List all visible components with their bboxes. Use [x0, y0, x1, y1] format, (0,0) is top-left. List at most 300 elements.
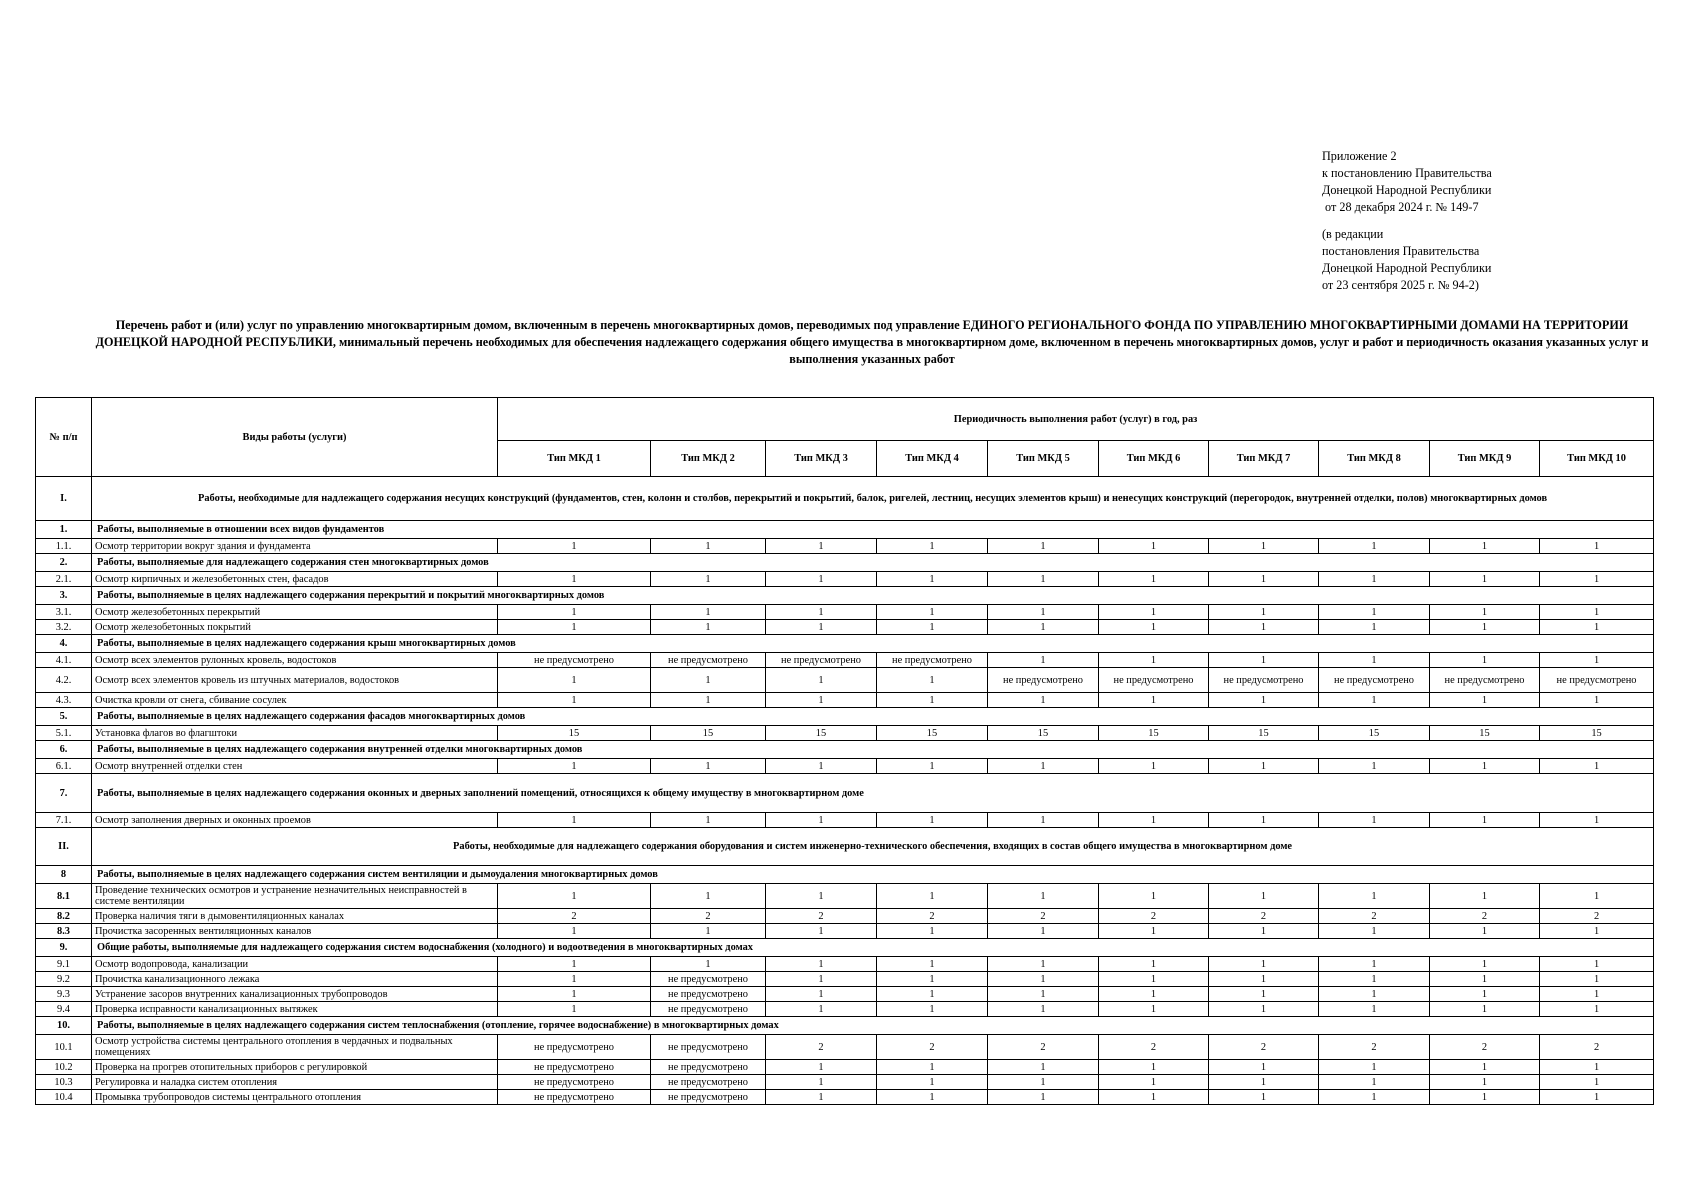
periodicity-cell: 1 [651, 693, 766, 708]
periodicity-cell: 1 [766, 572, 877, 587]
periodicity-cell: 1 [498, 884, 651, 909]
periodicity-cell: 1 [1319, 620, 1430, 635]
periodicity-cell: 1 [1430, 620, 1540, 635]
periodicity-cell: не предусмотрено [651, 972, 766, 987]
periodicity-cell: 1 [1540, 605, 1654, 620]
periodicity-cell: 1 [1430, 539, 1540, 554]
periodicity-cell: 1 [651, 884, 766, 909]
periodicity-cell: 1 [766, 924, 877, 939]
periodicity-cell: 1 [1319, 539, 1430, 554]
section-row [36, 554, 1654, 572]
periodicity-cell: 1 [1430, 605, 1540, 620]
periodicity-cell: 1 [988, 605, 1099, 620]
periodicity-cell: 1 [1319, 693, 1430, 708]
periodicity-cell: 1 [651, 924, 766, 939]
periodicity-cell: 1 [766, 1090, 877, 1105]
table-row [36, 653, 1654, 668]
periodicity-cell: 1 [1099, 693, 1209, 708]
edition-line: (в редакции [1322, 227, 1384, 241]
periodicity-cell: 1 [498, 605, 651, 620]
item-name: Осмотр железобетонных покрытий [92, 620, 498, 635]
periodicity-cell: 1 [766, 813, 877, 828]
periodicity-cell: 1 [988, 693, 1099, 708]
periodicity-cell: 1 [988, 924, 1099, 939]
periodicity-cell: 15 [766, 726, 877, 741]
periodicity-cell: 15 [498, 726, 651, 741]
column-header-type: Тип МКД 3 [766, 441, 877, 477]
periodicity-cell: 1 [1430, 1090, 1540, 1105]
periodicity-cell: 1 [988, 1090, 1099, 1105]
periodicity-cell: 1 [877, 1075, 988, 1090]
section-number: 8 [36, 866, 92, 884]
periodicity-cell: 1 [877, 620, 988, 635]
table-body [36, 477, 1654, 1105]
periodicity-cell: 1 [498, 987, 651, 1002]
periodicity-cell: 1 [1540, 572, 1654, 587]
periodicity-cell: 2 [1430, 1035, 1540, 1060]
periodicity-cell: 1 [498, 539, 651, 554]
periodicity-cell: 1 [766, 972, 877, 987]
section-number: 7. [36, 774, 92, 813]
periodicity-cell: 1 [1319, 1060, 1430, 1075]
item-number: 6.1. [36, 759, 92, 774]
section-row [36, 708, 1654, 726]
periodicity-cell: 1 [1099, 972, 1209, 987]
periodicity-cell: 15 [1209, 726, 1319, 741]
periodicity-cell: 15 [988, 726, 1099, 741]
periodicity-cell: не предусмотрено [651, 1075, 766, 1090]
section-number: 1. [36, 521, 92, 539]
periodicity-cell: 1 [1540, 924, 1654, 939]
periodicity-cell: не предусмотрено [498, 1035, 651, 1060]
periodicity-cell: 1 [1430, 1002, 1540, 1017]
works-table [35, 397, 1654, 1105]
periodicity-cell: 1 [498, 668, 651, 693]
part-title: Работы, необходимые для надлежащего содержания оборудования и систем инженерно-технического обеспечения, входящих в состав общего имущества в многоквартирном доме [92, 828, 1654, 866]
item-number: 10.3 [36, 1075, 92, 1090]
periodicity-cell: 1 [988, 957, 1099, 972]
periodicity-cell: 1 [1099, 957, 1209, 972]
item-name: Установка флагов во флагштоки [92, 726, 498, 741]
periodicity-cell: не предусмотрено [1099, 668, 1209, 693]
periodicity-cell: не предусмотрено [498, 1060, 651, 1075]
periodicity-cell: 1 [877, 693, 988, 708]
periodicity-cell: 1 [1430, 957, 1540, 972]
section-number: 5. [36, 708, 92, 726]
periodicity-cell: 1 [1430, 813, 1540, 828]
part-title: Работы, необходимые для надлежащего содержания несущих конструкций (фундаментов, стен, колонн и столбов, перекрытий и покрытий, балок, ригелей, лестниц, несущих элементов крыш) и ненесущих конструкций (перегородок, внутренней отделки, полов) многоквартирных домов [92, 477, 1654, 521]
table-row [36, 813, 1654, 828]
item-number: 3.1. [36, 605, 92, 620]
periodicity-cell: 1 [766, 1075, 877, 1090]
periodicity-cell: 1 [1540, 620, 1654, 635]
edition-line: постановления Правительства [1322, 244, 1480, 258]
item-number: 8.1 [36, 884, 92, 909]
table-row [36, 539, 1654, 554]
periodicity-cell: 1 [1209, 693, 1319, 708]
periodicity-cell: 1 [1099, 572, 1209, 587]
section-row [36, 587, 1654, 605]
periodicity-cell: 1 [1099, 1075, 1209, 1090]
periodicity-cell: 1 [1319, 572, 1430, 587]
periodicity-cell: 1 [988, 1075, 1099, 1090]
item-name: Осмотр кирпичных и железобетонных стен, фасадов [92, 572, 498, 587]
table-row [36, 693, 1654, 708]
table-row [36, 1035, 1654, 1060]
table-row [36, 884, 1654, 909]
item-number: 9.3 [36, 987, 92, 1002]
item-number: 8.2 [36, 909, 92, 924]
periodicity-cell: не предусмотрено [498, 1090, 651, 1105]
periodicity-cell: 2 [1209, 1035, 1319, 1060]
periodicity-cell: 1 [766, 987, 877, 1002]
periodicity-cell: 1 [877, 957, 988, 972]
periodicity-cell: 1 [1209, 972, 1319, 987]
periodicity-cell: 1 [877, 605, 988, 620]
periodicity-cell: 1 [877, 759, 988, 774]
column-header-number: № п/п [36, 398, 92, 477]
column-header-type: Тип МКД 4 [877, 441, 988, 477]
appendix-line: Приложение 2 [1322, 149, 1397, 163]
column-header-type: Тип МКД 7 [1209, 441, 1319, 477]
part-row [36, 477, 1654, 521]
item-name: Проверка наличия тяги в дымовентиляционных каналах [92, 909, 498, 924]
document-title: Перечень работ и (или) услуг по управлению многоквартирным домом, включенным в перечень многоквартирных домов, переводимых под управление ЕДИНОГО РЕГИОНАЛЬНОГО ФОНДА ПО УПРАВЛЕНИЮ МНОГОКВАРТИРНЫМИ ДОМАМИ НА ТЕРРИТОРИИ ДОНЕЦКОЙ НАРОДНОЙ РЕСПУБЛИКИ, минимальный перечень необходимых для обеспечения надлежащего содержания общего имущества в многоквартирном доме, включенном в перечень многоквартирных домов, услуг и работ и периодичность оказания указанных услуг и выполнения указанных работ [95, 318, 1649, 366]
section-title: Общие работы, выполняемые для надлежащего содержания систем водоснабжения (холодного) и водоотведения в многоквартирных домах [92, 939, 1654, 957]
periodicity-cell: 1 [651, 813, 766, 828]
periodicity-cell: не предусмотрено [651, 1002, 766, 1017]
item-name: Осмотр заполнения дверных и оконных проемов [92, 813, 498, 828]
periodicity-cell: 2 [498, 909, 651, 924]
periodicity-cell: не предусмотрено [651, 987, 766, 1002]
periodicity-cell: 1 [1319, 1002, 1430, 1017]
periodicity-cell: 2 [1430, 909, 1540, 924]
works-table-wrapper [35, 397, 1653, 1105]
periodicity-cell: 1 [1209, 605, 1319, 620]
periodicity-cell: 1 [1430, 572, 1540, 587]
periodicity-cell: 1 [1540, 1075, 1654, 1090]
periodicity-cell: 15 [651, 726, 766, 741]
periodicity-cell: 1 [1099, 813, 1209, 828]
section-title: Работы, выполняемые в целях надлежащего содержания перекрытий и покрытий многоквартирных домов [92, 587, 1654, 605]
periodicity-cell: 1 [1430, 884, 1540, 909]
item-number: 10.4 [36, 1090, 92, 1105]
periodicity-cell: 1 [1099, 884, 1209, 909]
periodicity-cell: 1 [1430, 972, 1540, 987]
column-header-type: Тип МКД 5 [988, 441, 1099, 477]
table-header [36, 398, 1654, 477]
table-row [36, 987, 1654, 1002]
periodicity-cell: 1 [877, 1090, 988, 1105]
item-name: Осмотр водопровода, канализации [92, 957, 498, 972]
section-title: Работы, выполняемые в целях надлежащего содержания крыш многоквартирных домов [92, 635, 1654, 653]
periodicity-cell: 1 [766, 539, 877, 554]
periodicity-cell: не предусмотрено [498, 653, 651, 668]
periodicity-cell: 1 [1319, 1090, 1430, 1105]
column-header-type: Тип МКД 8 [1319, 441, 1430, 477]
section-row [36, 521, 1654, 539]
column-header-type: Тип МКД 10 [1540, 441, 1654, 477]
periodicity-cell: не предусмотрено [988, 668, 1099, 693]
periodicity-cell: 1 [1209, 572, 1319, 587]
table-row [36, 726, 1654, 741]
periodicity-cell: 1 [651, 605, 766, 620]
periodicity-cell: 1 [498, 813, 651, 828]
periodicity-cell: 1 [1430, 693, 1540, 708]
section-row [36, 635, 1654, 653]
item-number: 5.1. [36, 726, 92, 741]
periodicity-cell: 1 [877, 1060, 988, 1075]
periodicity-cell: не предусмотрено [1319, 668, 1430, 693]
periodicity-cell: 1 [1430, 1060, 1540, 1075]
periodicity-cell: 2 [651, 909, 766, 924]
periodicity-cell: 1 [1540, 972, 1654, 987]
periodicity-cell: 1 [1209, 653, 1319, 668]
periodicity-cell: 1 [877, 987, 988, 1002]
periodicity-cell: 1 [877, 539, 988, 554]
periodicity-cell: не предусмотрено [877, 653, 988, 668]
item-name: Осмотр территории вокруг здания и фундамента [92, 539, 498, 554]
periodicity-cell: 1 [1430, 924, 1540, 939]
periodicity-cell: 1 [1099, 759, 1209, 774]
periodicity-cell: 1 [651, 759, 766, 774]
periodicity-cell: 1 [766, 668, 877, 693]
periodicity-cell: не предусмотрено [1430, 668, 1540, 693]
section-row [36, 866, 1654, 884]
item-number: 1.1. [36, 539, 92, 554]
part-row [36, 828, 1654, 866]
section-number: 6. [36, 741, 92, 759]
periodicity-cell: не предусмотрено [651, 1060, 766, 1075]
periodicity-cell: 1 [877, 813, 988, 828]
section-title: Работы, выполняемые в целях надлежащего содержания фасадов многоквартирных домов [92, 708, 1654, 726]
item-number: 2.1. [36, 572, 92, 587]
periodicity-cell: 2 [1319, 909, 1430, 924]
appendix-line: к постановлению Правительства [1322, 166, 1492, 180]
periodicity-cell: 1 [1319, 972, 1430, 987]
column-header-type: Тип МКД 6 [1099, 441, 1209, 477]
periodicity-cell: 1 [1209, 957, 1319, 972]
periodicity-cell: не предусмотрено [1209, 668, 1319, 693]
periodicity-cell: 15 [877, 726, 988, 741]
section-row [36, 741, 1654, 759]
periodicity-cell: 1 [498, 1002, 651, 1017]
periodicity-cell: 1 [1319, 759, 1430, 774]
periodicity-cell: 1 [651, 668, 766, 693]
periodicity-cell: 1 [1209, 813, 1319, 828]
section-title: Работы, выполняемые в отношении всех видов фундаментов [92, 521, 1654, 539]
periodicity-cell: 2 [1540, 909, 1654, 924]
periodicity-cell: 1 [877, 924, 988, 939]
periodicity-cell: 1 [498, 572, 651, 587]
table-row [36, 572, 1654, 587]
item-number: 3.2. [36, 620, 92, 635]
appendix-line: от 28 декабря 2024 г. № 149-7 [1322, 200, 1479, 214]
spacer [1322, 216, 1682, 226]
periodicity-cell: 1 [1319, 1075, 1430, 1090]
periodicity-cell: 1 [1209, 1002, 1319, 1017]
periodicity-cell: 1 [1540, 759, 1654, 774]
appendix-line: Донецкой Народной Республики [1322, 183, 1492, 197]
periodicity-cell: 1 [766, 620, 877, 635]
table-row [36, 1090, 1654, 1105]
periodicity-cell: 1 [766, 693, 877, 708]
periodicity-cell: 1 [766, 957, 877, 972]
periodicity-cell: 1 [1209, 1090, 1319, 1105]
column-header-type: Тип МКД 2 [651, 441, 766, 477]
column-header-periodicity: Периодичность выполнения работ (услуг) в год, раз [498, 398, 1654, 441]
edition-line: от 23 сентября 2025 г. № 94-2) [1322, 278, 1479, 292]
periodicity-cell: 1 [1099, 1002, 1209, 1017]
periodicity-cell: не предусмотрено [651, 653, 766, 668]
section-title: Работы, выполняемые в целях надлежащего содержания систем теплоснабжения (отопление, горячее водоснабжение) в многоквартирных домах [92, 1017, 1654, 1035]
periodicity-cell: 1 [498, 957, 651, 972]
periodicity-cell: 1 [1099, 653, 1209, 668]
periodicity-cell: 1 [766, 1002, 877, 1017]
periodicity-cell: 1 [1099, 539, 1209, 554]
periodicity-cell: 15 [1099, 726, 1209, 741]
periodicity-cell: 1 [1319, 813, 1430, 828]
table-row [36, 1075, 1654, 1090]
periodicity-cell: 1 [651, 957, 766, 972]
periodicity-cell: 1 [1209, 620, 1319, 635]
periodicity-cell: 2 [1099, 909, 1209, 924]
periodicity-cell: 2 [877, 909, 988, 924]
periodicity-cell: 1 [498, 924, 651, 939]
periodicity-cell: 1 [1430, 653, 1540, 668]
periodicity-cell: 1 [1319, 653, 1430, 668]
item-name: Прочистка засоренных вентиляционных каналов [92, 924, 498, 939]
periodicity-cell: 1 [1209, 1075, 1319, 1090]
periodicity-cell: 1 [988, 620, 1099, 635]
section-number: 10. [36, 1017, 92, 1035]
periodicity-cell: 15 [1430, 726, 1540, 741]
periodicity-cell: 1 [877, 668, 988, 693]
section-number: 9. [36, 939, 92, 957]
periodicity-cell: 1 [877, 1002, 988, 1017]
periodicity-cell: 1 [651, 572, 766, 587]
periodicity-cell: 2 [766, 1035, 877, 1060]
periodicity-cell: 1 [1209, 539, 1319, 554]
table-row [36, 972, 1654, 987]
section-title: Работы, выполняемые для надлежащего содержания стен многоквартирных домов [92, 554, 1654, 572]
table-row [36, 605, 1654, 620]
column-header-type: Тип МКД 1 [498, 441, 651, 477]
periodicity-cell: 1 [498, 759, 651, 774]
item-name: Осмотр всех элементов рулонных кровель, водостоков [92, 653, 498, 668]
periodicity-cell: 1 [498, 972, 651, 987]
section-title: Работы, выполняемые в целях надлежащего содержания оконных и дверных заполнений помещений, относящихся к общему имуществу в многоквартирном доме [92, 774, 1654, 813]
item-number: 9.2 [36, 972, 92, 987]
periodicity-cell: 1 [1099, 605, 1209, 620]
periodicity-cell: 15 [1319, 726, 1430, 741]
periodicity-cell: 1 [1099, 1090, 1209, 1105]
table-row [36, 620, 1654, 635]
table-row [36, 924, 1654, 939]
periodicity-cell: 1 [766, 884, 877, 909]
periodicity-cell: 1 [1540, 987, 1654, 1002]
section-row [36, 1017, 1654, 1035]
item-name: Регулировка и наладка систем отопления [92, 1075, 498, 1090]
section-number: 4. [36, 635, 92, 653]
periodicity-cell: 1 [766, 759, 877, 774]
periodicity-cell: 1 [1319, 924, 1430, 939]
periodicity-cell: 2 [988, 909, 1099, 924]
section-number: 3. [36, 587, 92, 605]
periodicity-cell: 1 [988, 1060, 1099, 1075]
table-row [36, 759, 1654, 774]
periodicity-cell: 1 [877, 884, 988, 909]
periodicity-cell: 1 [766, 605, 877, 620]
section-title: Работы, выполняемые в целях надлежащего содержания систем вентиляции и дымоудаления многоквартирных домов [92, 866, 1654, 884]
table-row [36, 1002, 1654, 1017]
item-name: Проверка исправности канализационных вытяжек [92, 1002, 498, 1017]
periodicity-cell: 1 [1540, 693, 1654, 708]
periodicity-cell: 1 [1099, 1060, 1209, 1075]
item-name: Промывка трубопроводов системы центрального отопления [92, 1090, 498, 1105]
periodicity-cell: 1 [988, 653, 1099, 668]
periodicity-cell: 2 [1540, 1035, 1654, 1060]
periodicity-cell: 1 [1209, 924, 1319, 939]
part-number: II. [36, 828, 92, 866]
periodicity-cell: 1 [1319, 605, 1430, 620]
item-name: Устранение засоров внутренних канализационных трубопроводов [92, 987, 498, 1002]
periodicity-cell: не предусмотрено [651, 1090, 766, 1105]
periodicity-cell: 2 [1319, 1035, 1430, 1060]
periodicity-cell: 1 [1540, 813, 1654, 828]
periodicity-cell: 1 [877, 572, 988, 587]
periodicity-cell: 1 [766, 1060, 877, 1075]
table-row [36, 668, 1654, 693]
periodicity-cell: 1 [988, 884, 1099, 909]
section-number: 2. [36, 554, 92, 572]
item-name: Очистка кровли от снега, сбивание сосулек [92, 693, 498, 708]
periodicity-cell: 1 [651, 620, 766, 635]
periodicity-cell: 1 [1209, 1060, 1319, 1075]
item-number: 4.2. [36, 668, 92, 693]
item-number: 4.3. [36, 693, 92, 708]
item-number: 9.1 [36, 957, 92, 972]
periodicity-cell: 1 [1099, 924, 1209, 939]
table-row [36, 1060, 1654, 1075]
item-name: Проверка на прогрев отопительных приборов с регулировкой [92, 1060, 498, 1075]
part-number: I. [36, 477, 92, 521]
periodicity-cell: 2 [877, 1035, 988, 1060]
item-name: Осмотр внутренней отделки стен [92, 759, 498, 774]
periodicity-cell: 1 [498, 620, 651, 635]
periodicity-cell: 1 [1540, 653, 1654, 668]
periodicity-cell: 1 [988, 1002, 1099, 1017]
periodicity-cell: 1 [498, 693, 651, 708]
periodicity-cell: 1 [1540, 884, 1654, 909]
periodicity-cell: 1 [988, 539, 1099, 554]
periodicity-cell: 1 [1319, 987, 1430, 1002]
periodicity-cell: 1 [988, 987, 1099, 1002]
item-number: 9.4 [36, 1002, 92, 1017]
periodicity-cell: 1 [1430, 759, 1540, 774]
table-row [36, 909, 1654, 924]
periodicity-cell: 1 [1430, 1075, 1540, 1090]
item-name: Осмотр устройства системы центрального отопления в чердачных и подвальных помещениях [92, 1035, 498, 1060]
periodicity-cell: 1 [1540, 1002, 1654, 1017]
item-name: Осмотр всех элементов кровель из штучных материалов, водостоков [92, 668, 498, 693]
column-header-type: Тип МКД 9 [1430, 441, 1540, 477]
periodicity-cell: 1 [1209, 759, 1319, 774]
periodicity-cell: 1 [988, 759, 1099, 774]
periodicity-cell: не предусмотрено [1540, 668, 1654, 693]
periodicity-cell: 1 [988, 813, 1099, 828]
periodicity-cell: 1 [1209, 884, 1319, 909]
